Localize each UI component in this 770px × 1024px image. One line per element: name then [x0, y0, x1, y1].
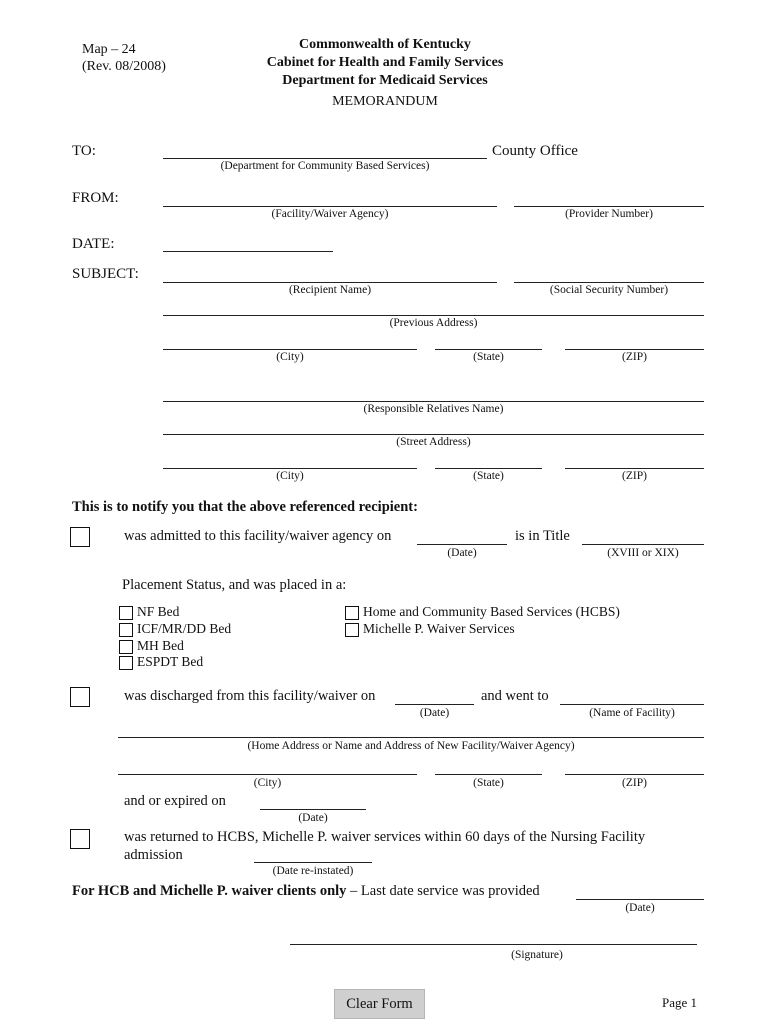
zip-field-3[interactable]: [565, 758, 704, 774]
zip-line-3: [565, 774, 704, 775]
facility-name-caption: (Name of Facility): [589, 707, 675, 719]
title-label: is in Title: [515, 528, 570, 544]
admitted-checkbox[interactable]: [70, 527, 90, 547]
home-address-field[interactable]: [118, 721, 704, 737]
to-field[interactable]: [163, 142, 487, 158]
page-number: Page 1: [662, 995, 698, 1010]
icf-mr-dd-bed-checkbox[interactable]: [119, 623, 133, 637]
last-service-date-field[interactable]: [576, 883, 704, 899]
form-revision: (Rev. 08/2008): [82, 59, 166, 74]
date-line: [163, 251, 333, 252]
previous-address-line: [163, 315, 704, 316]
city-caption-1: (City): [276, 351, 304, 363]
home-address-caption: (Home Address or Name and Address of New Facility/Waiver Agency): [247, 740, 575, 752]
from-provider-line: [514, 206, 704, 207]
memorandum-heading: MEMORANDUM: [332, 94, 438, 109]
icf-mr-dd-bed-label: ICF/MR/DD Bed: [137, 621, 232, 636]
county-office-label: County Office: [492, 143, 578, 159]
admitted-date-line: [417, 544, 507, 545]
state-line-2: [435, 468, 542, 469]
returned-text-line-2: admission: [124, 847, 183, 863]
zip-field-1[interactable]: [565, 333, 704, 349]
from-label: FROM:: [72, 190, 119, 206]
date-field[interactable]: [163, 235, 333, 251]
date-reinstated-line: [254, 862, 372, 863]
provider-caption: (Provider Number): [565, 208, 653, 220]
state-caption-2: (State): [473, 470, 504, 482]
admitted-date-caption: (Date): [447, 547, 477, 559]
went-to-label: and went to: [481, 688, 549, 704]
signature-caption: (Signature): [511, 949, 563, 961]
form-id: Map – 24: [82, 42, 136, 57]
facility-name-field[interactable]: [560, 688, 704, 704]
hcbs-label: Home and Community Based Services (HCBS): [363, 604, 620, 619]
city-field-1[interactable]: [163, 333, 417, 349]
zip-caption-3: (ZIP): [622, 777, 647, 789]
city-field-3[interactable]: [118, 758, 417, 774]
ssn-field[interactable]: [514, 266, 704, 282]
to-label: TO:: [72, 143, 96, 159]
date-reinstated-caption: (Date re-instated): [272, 865, 354, 877]
placement-label: Placement Status, and was placed in a:: [122, 577, 347, 593]
ssn-caption: (Social Security Number): [549, 284, 669, 296]
returned-text-line-1: was returned to HCBS, Michelle P. waiver services within 60 days of the Nursing Facility: [124, 829, 646, 845]
nf-bed-label: NF Bed: [137, 604, 180, 619]
previous-address-field[interactable]: [163, 299, 704, 315]
zip-line-2: [565, 468, 704, 469]
title-caption: (XVIII or XIX): [607, 547, 679, 559]
street-address-line: [163, 434, 704, 435]
zip-line-1: [565, 349, 704, 350]
recipient-name-caption: (Recipient Name): [288, 284, 372, 296]
street-address-caption: (Street Address): [396, 436, 471, 448]
responsible-relatives-line: [163, 401, 704, 402]
mh-bed-label: MH Bed: [137, 638, 184, 653]
admitted-date-field[interactable]: [417, 528, 507, 544]
to-caption: (Department for Community Based Services): [220, 160, 430, 172]
title-line: [582, 544, 704, 545]
city-line-1: [163, 349, 417, 350]
responsible-relatives-caption: (Responsible Relatives Name): [363, 403, 504, 415]
city-line-2: [163, 468, 417, 469]
returned-checkbox[interactable]: [70, 829, 90, 849]
zip-caption-2: (ZIP): [622, 470, 647, 482]
last-service-date-line: [576, 899, 704, 900]
date-label: DATE:: [72, 236, 115, 252]
michelle-p-waiver-checkbox[interactable]: [345, 623, 359, 637]
clear-form-button[interactable]: Clear Form: [334, 989, 425, 1019]
street-address-field[interactable]: [163, 418, 704, 434]
discharged-date-caption: (Date): [419, 707, 450, 719]
from-agency-line: [163, 206, 497, 207]
city-line-3: [118, 774, 417, 775]
zip-caption-1: (ZIP): [622, 351, 647, 363]
zip-field-2[interactable]: [565, 452, 704, 468]
state-field-2[interactable]: [435, 452, 542, 468]
title-line-1: Commonwealth of Kentucky: [299, 37, 471, 52]
discharged-date-field[interactable]: [395, 688, 474, 704]
espdt-bed-checkbox[interactable]: [119, 656, 133, 670]
expired-date-line: [260, 809, 366, 810]
state-line-1: [435, 349, 542, 350]
expired-date-caption: (Date): [298, 812, 328, 824]
recipient-name-field[interactable]: [163, 266, 497, 282]
last-service-date-caption: (Date): [625, 902, 655, 914]
expired-text: and or expired on: [124, 793, 226, 809]
previous-address-caption: (Previous Address): [389, 317, 478, 329]
signature-field[interactable]: [290, 926, 697, 942]
title-line-3: Department for Medicaid Services: [282, 73, 488, 88]
state-caption-1: (State): [473, 351, 504, 363]
to-line: [163, 158, 487, 159]
discharged-checkbox[interactable]: [70, 687, 90, 707]
agency-caption: (Facility/Waiver Agency): [271, 208, 389, 220]
hcbs-checkbox[interactable]: [345, 606, 359, 620]
title-field[interactable]: [582, 528, 704, 544]
notice-heading: This is to notify you that the above referenced recipient:: [72, 499, 418, 515]
discharged-text: was discharged from this facility/waiver on: [124, 688, 376, 704]
admitted-text: was admitted to this facility/waiver agency on: [124, 528, 392, 544]
michelle-p-waiver-label: Michelle P. Waiver Services: [363, 621, 515, 636]
hcb-bold-text: For HCB and Michelle P. waiver clients only: [72, 883, 347, 899]
nf-bed-checkbox[interactable]: [119, 606, 133, 620]
responsible-relatives-field[interactable]: [163, 385, 704, 401]
espdt-bed-label: ESPDT Bed: [137, 654, 204, 669]
title-line-2: Cabinet for Health and Family Services: [266, 55, 504, 70]
signature-line: [290, 944, 697, 945]
home-address-line: [118, 737, 704, 738]
ssn-line: [514, 282, 704, 283]
subject-label: SUBJECT:: [72, 266, 139, 282]
mh-bed-checkbox[interactable]: [119, 640, 133, 654]
state-caption-3: (State): [473, 777, 504, 789]
state-line-3: [435, 774, 542, 775]
date-reinstated-field[interactable]: [254, 846, 372, 862]
city-field-2[interactable]: [163, 452, 417, 468]
state-field-3[interactable]: [435, 758, 542, 774]
city-caption-2: (City): [276, 470, 304, 482]
expired-date-field[interactable]: [260, 793, 366, 809]
recipient-name-line: [163, 282, 497, 283]
provider-number-field[interactable]: [514, 190, 704, 206]
city-caption-3: (City): [253, 777, 282, 789]
hcb-statement: [72, 883, 540, 900]
facility-name-line: [560, 704, 704, 705]
hcb-rest-text: – Last date service was provided: [346, 883, 540, 899]
discharged-date-line: [395, 704, 474, 705]
state-field-1[interactable]: [435, 333, 542, 349]
from-agency-field[interactable]: [163, 190, 497, 206]
